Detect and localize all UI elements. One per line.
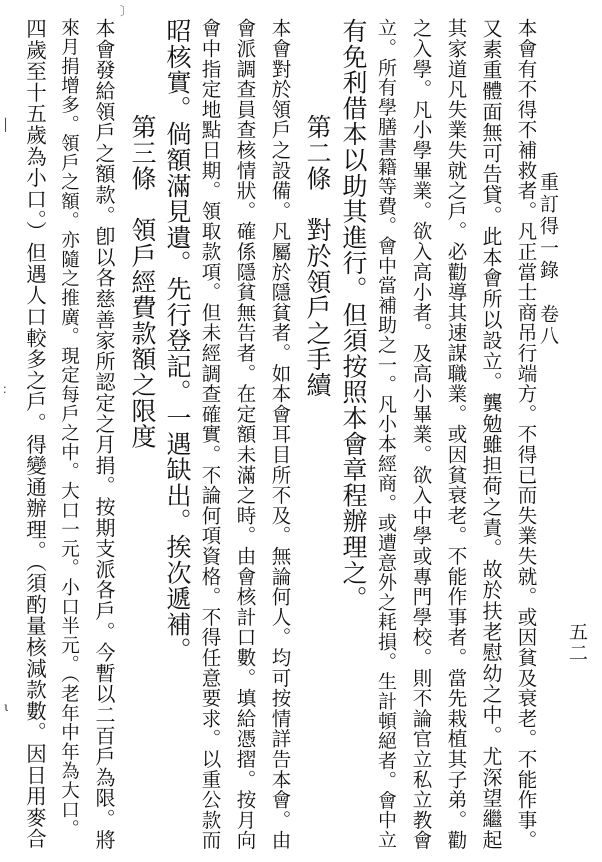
text-column-4: 之入學。凡小學畢業。欲入高小者。及高小畢業。欲入中學或專門學校。則不論官立私立教會 [409,18,433,851]
margin-mark: 〕 [120,4,133,18]
text-column-10: 會中指定地點日期。領取款項。但未經調查確實。不論何項資格。不得任意要求。以重公款而 [198,18,222,851]
margin-mark: ： [2,382,15,396]
text-column-13: 本會發給領戶之額款。卽以各慈善家所認定之月捐。按期支派各戶。今暫以二百戶為限。將 [92,18,116,850]
margin-mark: │ [2,118,10,132]
text-column-2: 又素重體面無可告貸。此本會所以設立。龔勉雖担荷之責。故於扶老慰幼之中。尤深望繼起 [479,18,503,850]
running-title: 重訂得一錄 卷八 [537,172,559,348]
text-column-14: 來月捐增多。領戶之額。亦隨之推廣。現定每戶之中。大口一元。小口半元。（老年中年為大口。 [58,18,80,839]
text-column-15: 四歲至十五歲為小口。）但遇人口較多之戶。得變通辦理。（須酌量核減款數。因日用麥合 [22,18,47,850]
text-column-1: 本會有不得不補救者。凡正當士商吊行端方。不得已而失業失就。或因貧及衰老。不能作事。 [514,18,538,851]
text-column-8: 本會對於領戶之設備。凡屬於隱貧者。如本會耳目所不及。無論何人。均可按情詳告本會。由 [268,18,292,851]
text-column-11: 昭核實。倘額滿見遺。先行登記。一遇缺出。挨次遞補。 [163,18,192,663]
section-heading-article-2: 第二條 對於領戶之手續 [303,114,332,398]
text-column-5: 立。所有學膳書籍等費。會中當補助之一。凡小本經商。或遭意外之耗損。生計頓絕者。會中立 [375,18,397,850]
margin-mark: ι [4,700,9,714]
section-heading-article-3: 第三條 領戶經費款額之限度 [128,114,157,450]
text-column-3: 其家道凡失業失就之戶。必勸導其速謀職業。或因貧衰老。不能作事者。當先栽植其子弟。勸 [444,18,468,851]
text-column-9: 會派調查員查核情狀。確係隱貧無告者。在定額未滿之時。由會核計口數。填給憑摺。按月向 [233,18,257,851]
text-column-6: 有免利借本以助其進行。但須按照本會章程辦理之。 [339,18,368,612]
page-number: 五二 [566,622,588,664]
